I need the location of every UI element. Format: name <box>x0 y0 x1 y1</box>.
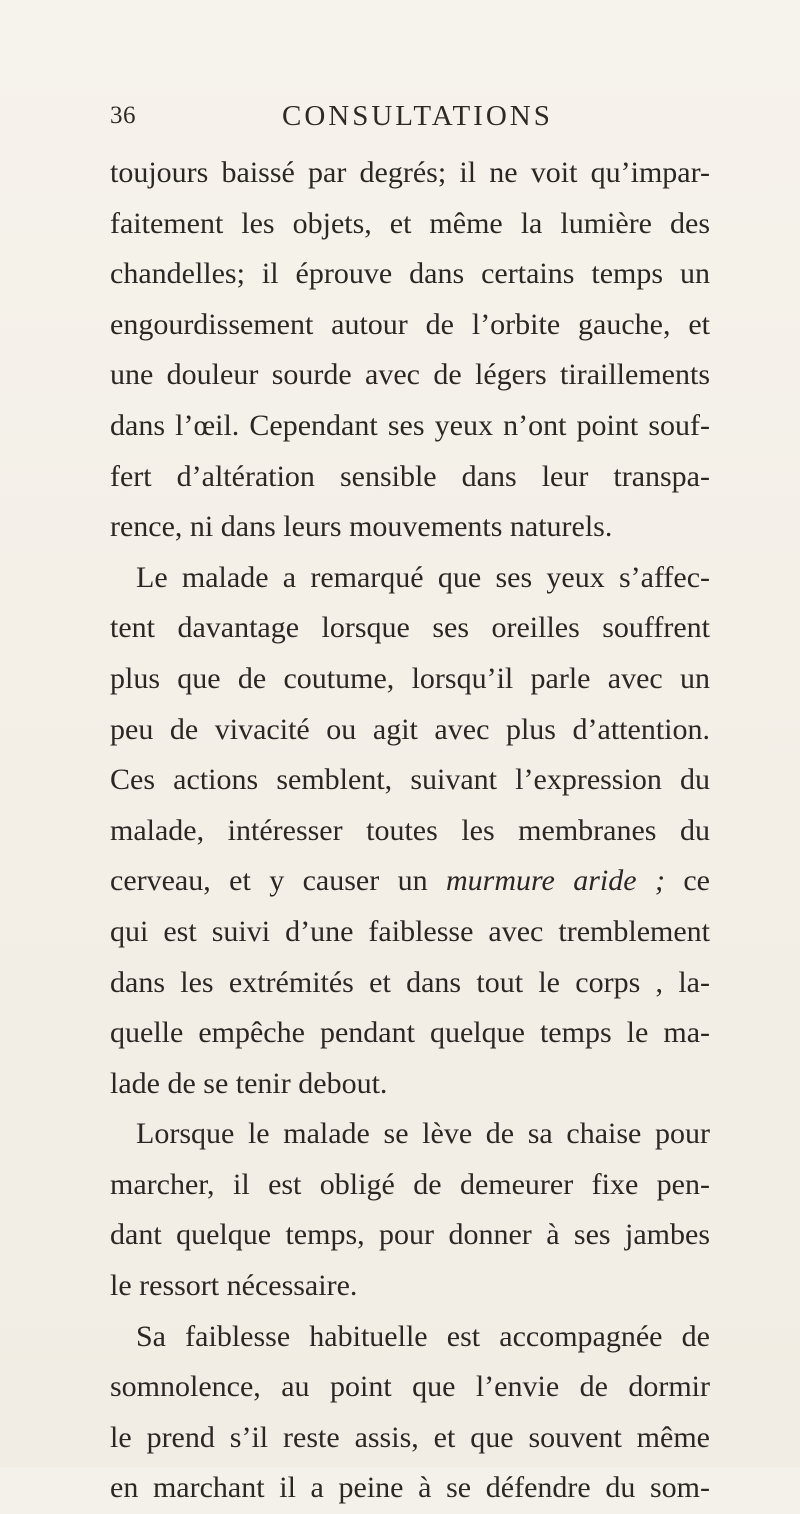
text-line: chandelles; il éprouve dans certains temps un <box>110 257 710 291</box>
paragraph-end-line: le ressort nécessaire. <box>110 1269 358 1303</box>
text-line: quelle empêche pendant quelque temps le ma- <box>110 1016 710 1050</box>
text-line: marcher, il est obligé de demeurer fixe pen- <box>110 1167 710 1201</box>
text-line: fert d’altération sensible dans leur transpa- <box>110 459 710 493</box>
paragraph-start-line: Le malade a remarqué que ses yeux s’affec- <box>136 560 710 594</box>
text-line: en marchant il a peine à se défendre du som- <box>110 1471 710 1505</box>
paragraph-end-line: lade de se tenir debout. <box>110 1066 388 1100</box>
text-line: toujours baissé par degrés; il ne voit qu’impar- <box>110 156 710 189</box>
text-line: plus que de coutume, lorsqu’il parle avec un <box>110 661 710 695</box>
text-line: le prend s’il reste assis, et que souvent même <box>110 1420 710 1454</box>
text-line: malade, intéresser toutes les membranes du <box>110 813 710 847</box>
text-line: engourdissement autour de l’orbite gauche, et <box>110 307 710 341</box>
text-line: Ces actions semblent, suivant l’expression du <box>110 763 710 797</box>
text-line: une douleur sourde avec de légers tiraillements <box>110 358 710 392</box>
running-title: CONSULTATIONS <box>282 100 553 132</box>
page-number: 36 <box>110 102 136 129</box>
text-line: tent davantage lorsque ses oreilles souffrent <box>110 611 710 645</box>
text-line: dans l’œil. Cependant ses yeux n’ont point souf- <box>110 408 710 442</box>
italic-phrase: murmure aride ; <box>445 864 665 898</box>
text-line-with-italic <box>110 856 710 907</box>
paragraph-end-line: rence, ni dans leurs mouvements naturels. <box>110 510 613 544</box>
paragraph-start-line: Lorsque le malade se lève de sa chaise pour <box>136 1117 710 1151</box>
text-line: dans les extrémités et dans tout le corps , la- <box>110 965 710 999</box>
running-head <box>110 98 710 138</box>
line-text-before-italic: cerveau, et y causer un <box>110 864 446 898</box>
paragraph-start-line: Sa faiblesse habituelle est accompagnée de <box>136 1319 710 1353</box>
text-line: qui est suivi d’une faiblesse avec tremblement <box>110 914 710 948</box>
text-line: peu de vivacité ou agit avec plus d’attention. <box>110 712 710 746</box>
text-line: somnolence, au point que l’envie de dormir <box>110 1370 710 1404</box>
text-line: dant quelque temps, pour donner à ses jambes <box>110 1218 710 1252</box>
body-text <box>110 148 710 1514</box>
text-line: faitement les objets, et même la lumière des <box>110 206 710 240</box>
line-text-after-italic: ce <box>664 864 710 898</box>
